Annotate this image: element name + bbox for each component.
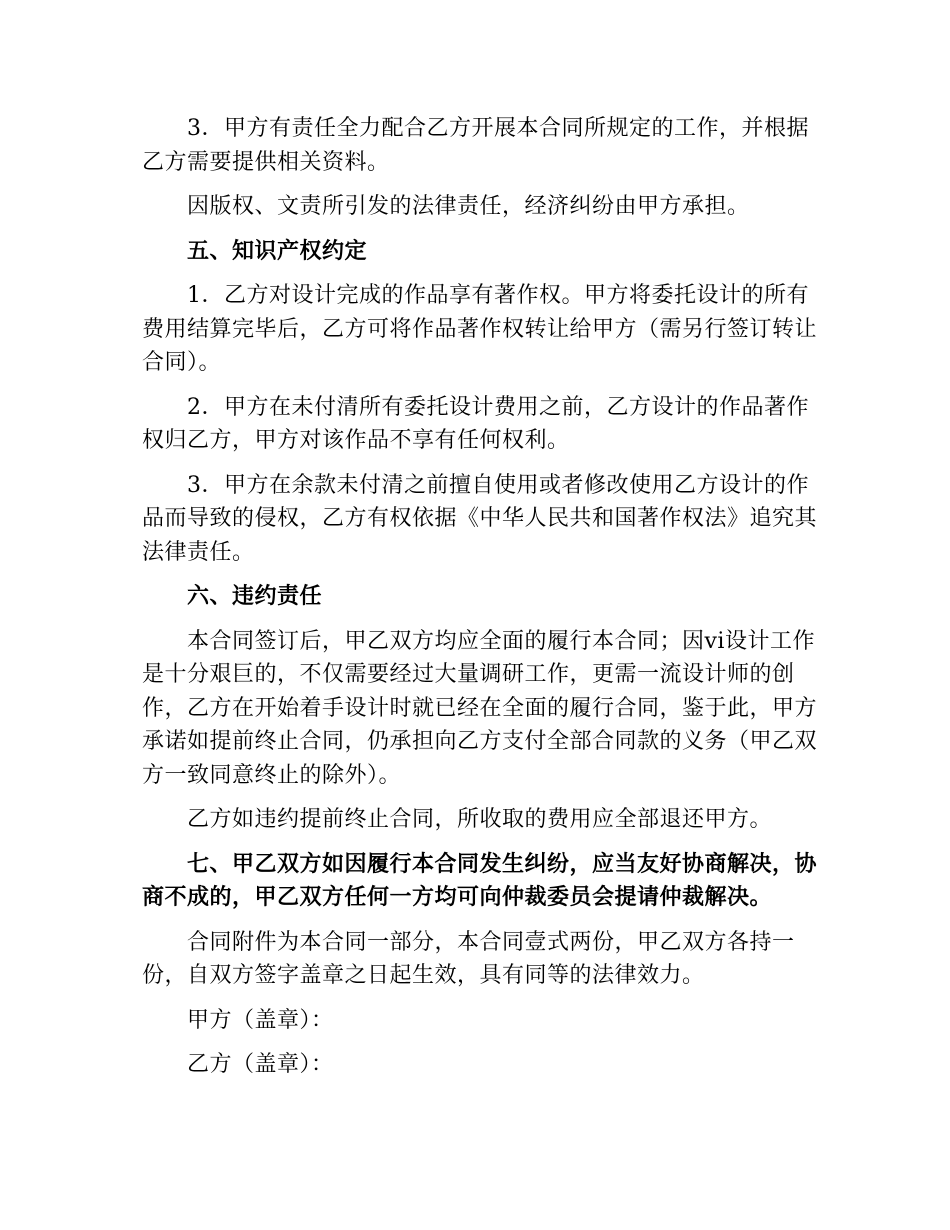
liability-paragraph: 因版权、文责所引发的法律责任，经济纠纷由甲方承担。 bbox=[187, 194, 750, 219]
party-b-signature: 乙方（盖章）： bbox=[187, 1052, 334, 1077]
section-heading-dispute: 七、甲乙双方如因履行本合同发生纠纷，应当友好协商解决，协商不成的，甲乙双方任何一方均可向仲裁委员会提请仲裁解决。 bbox=[142, 851, 818, 910]
ip-clause-2: 2．甲方在未付清所有委托设计费用之前，乙方设计的作品著作权归乙方，甲方对该作品不享有任何权利。 bbox=[142, 394, 809, 453]
breach-paragraph-2: 乙方如违约提前终止合同，所收取的费用应全部退还甲方。 bbox=[187, 807, 773, 832]
breach-paragraph-1: 本合同签订后，甲乙双方均应全面的履行本合同；因vi设计工作是十分艰巨的，不仅需要经过大量调研工作，更需一流设计师的创作，乙方在开始着手设计时就已经在全面的履行合同，鉴于此，甲方承诺如提前终止合同，仍承担向乙方支付全部合同款的义务（甲乙双方一致同意终止的除外）。 bbox=[142, 628, 818, 788]
effectiveness-paragraph: 合同附件为本合同一部分，本合同壹式两份，甲乙双方各持一份，自双方签字盖章之日起生效，具有同等的法律效力。 bbox=[142, 929, 795, 988]
section-heading-ip: 五、知识产权约定 bbox=[187, 238, 368, 264]
document-page bbox=[142, 112, 822, 1093]
ip-clause-3: 3．甲方在余款未付清之前擅自使用或者修改使用乙方设计的作品而导致的侵权，乙方有权依据《中华人民共和国著作权法》追究其法律责任。 bbox=[142, 472, 818, 565]
section-heading-breach: 六、违约责任 bbox=[187, 584, 323, 609]
party-a-signature: 甲方（盖章）： bbox=[187, 1007, 334, 1033]
ip-clause-1: 1．乙方对设计完成的作品享有著作权。甲方将委托设计的所有费用结算完毕后，乙方可将作品著作权转让给甲方（需另行签订转让合同）。 bbox=[142, 283, 818, 375]
clause-3-cooperation: 3．甲方有责任全力配合乙方开展本合同所规定的工作，并根据乙方需要提供相关资料。 bbox=[142, 116, 809, 175]
